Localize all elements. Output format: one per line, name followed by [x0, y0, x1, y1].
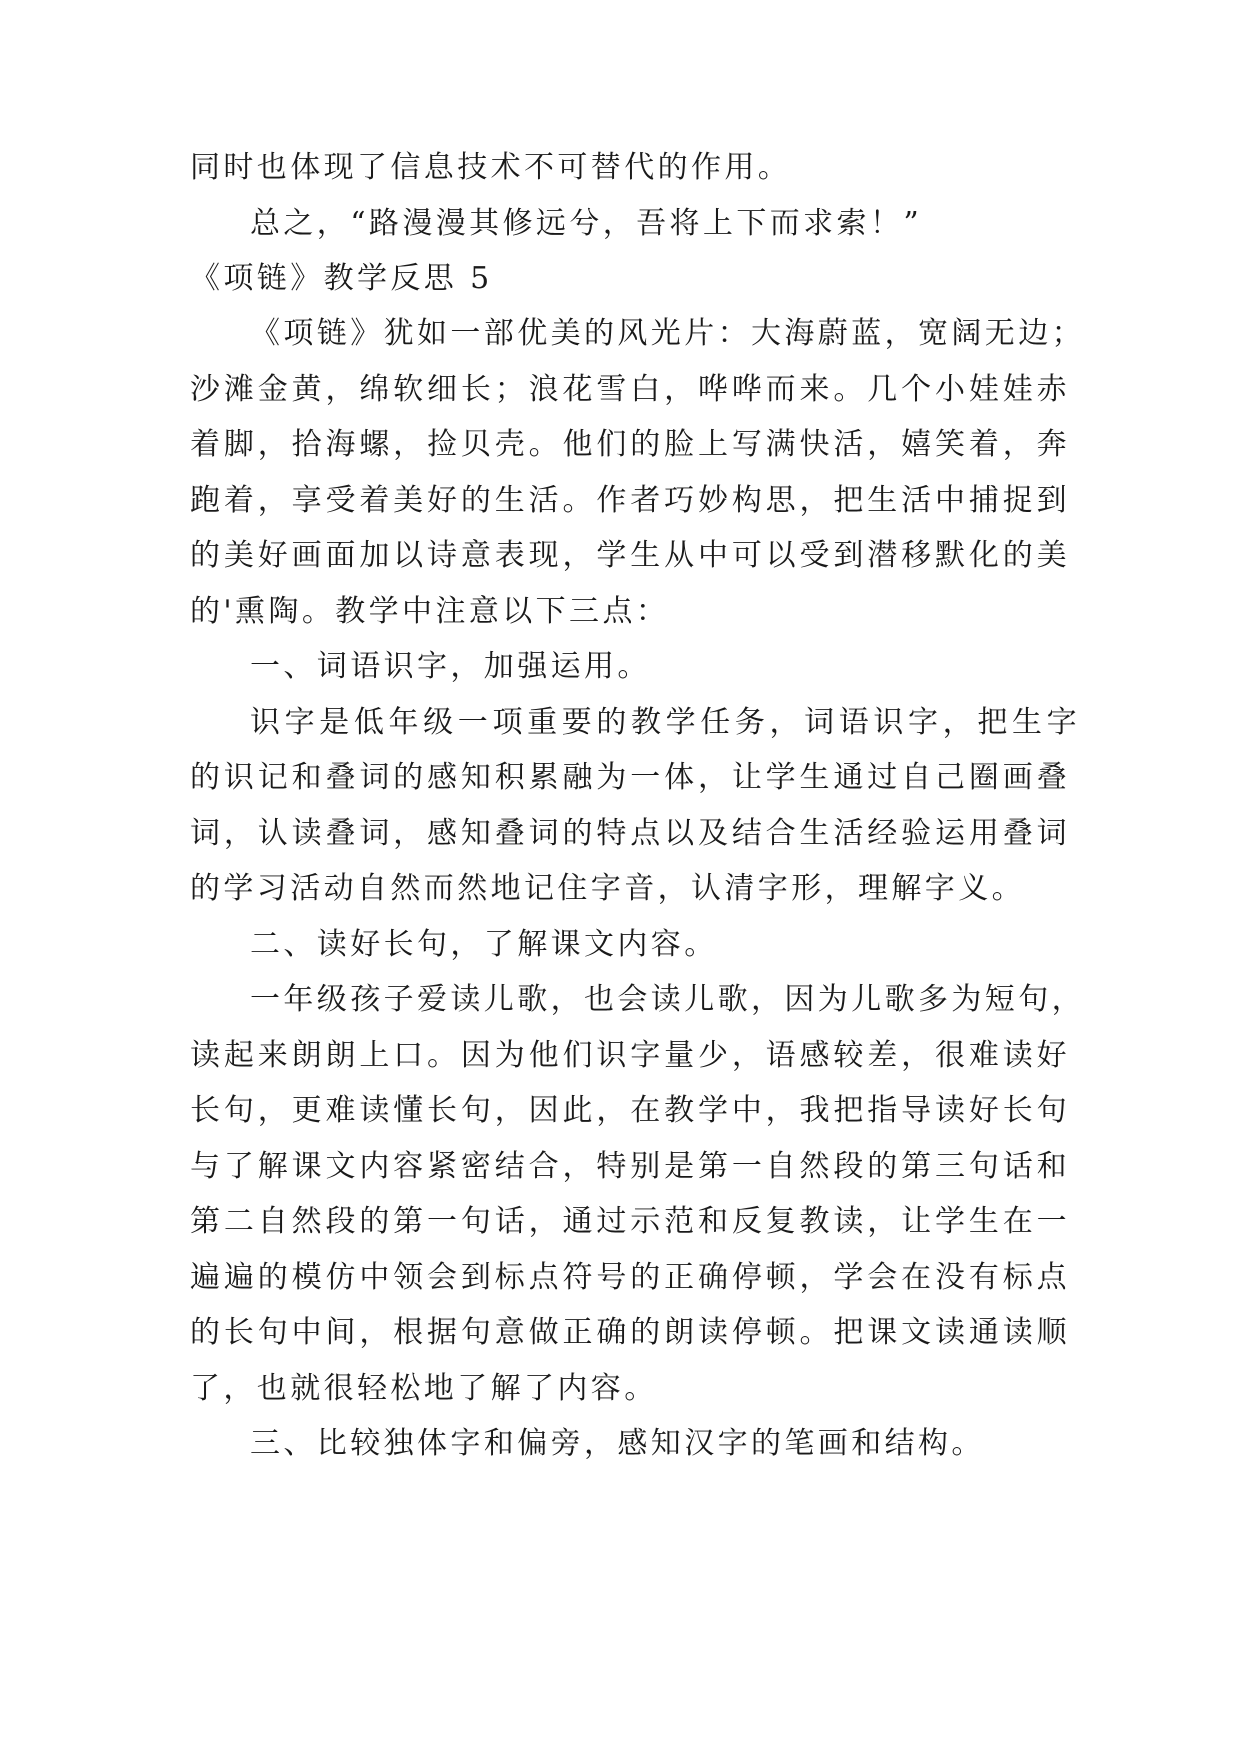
paragraph-line: 遍遍的模仿中领会到标点符号的正确停顿，学会在没有标点	[190, 1260, 1070, 1295]
paragraph-line: 的学习活动自然而然地记住字音，认清字形，理解字义。	[190, 871, 1025, 906]
paragraph-line: 的识记和叠词的感知积累融为一体，让学生通过自己圈画叠	[190, 760, 1070, 795]
paragraph-line: 的'熏陶。教学中注意以下三点：	[190, 594, 670, 629]
paragraph-line: 词，认读叠词，感知叠词的特点以及结合生活经验运用叠词	[190, 816, 1070, 851]
section-heading: 《项链》教学反思 5	[190, 261, 493, 296]
paragraph-line: 读起来朗朗上口。因为他们识字量少，语感较差，很难读好	[190, 1038, 1070, 1073]
subheading: 三、比较独体字和偏旁，感知汉字的笔画和结构。	[250, 1426, 985, 1461]
paragraph-line: 着脚，拾海螺，捡贝壳。他们的脸上写满快活，嬉笑着，奔	[190, 427, 1070, 462]
paragraph-line: 的美好画面加以诗意表现，学生从中可以受到潜移默化的美	[190, 538, 1070, 573]
subheading: 二、读好长句，了解课文内容。	[250, 927, 718, 962]
paragraph-line: 了，也就很轻松地了解了内容。	[190, 1371, 658, 1406]
paragraph-line: 与了解课文内容紧密结合，特别是第一自然段的第三句话和	[190, 1149, 1070, 1184]
paragraph-line: 总之，“路漫漫其修远兮，吾将上下而求索！”	[250, 206, 923, 241]
paragraph-line: 第二自然段的第一句话，通过示范和反复教读，让学生在一	[190, 1204, 1070, 1239]
paragraph-line: 同时也体现了信息技术不可替代的作用。	[190, 150, 792, 185]
paragraph-line: 跑着，享受着美好的生活。作者巧妙构思，把生活中捕捉到	[190, 483, 1070, 518]
paragraph-line: 长句，更难读懂长句，因此，在教学中，我把指导读好长句	[190, 1093, 1070, 1128]
paragraph-line: 《项链》犹如一部优美的风光片：大海蔚蓝，宽阔无边；	[250, 316, 1085, 351]
paragraph-line: 识字是低年级一项重要的教学任务，词语识字，把生字	[250, 705, 1080, 740]
paragraph-line: 沙滩金黄，绵软细长；浪花雪白，哗哗而来。几个小娃娃赤	[190, 372, 1070, 407]
subheading: 一、词语识字，加强运用。	[250, 649, 651, 684]
paragraph-line: 的长句中间，根据句意做正确的朗读停顿。把课文读通读顺	[190, 1315, 1070, 1350]
paragraph-line: 一年级孩子爱读儿歌，也会读儿歌，因为儿歌多为短句，	[250, 982, 1085, 1017]
